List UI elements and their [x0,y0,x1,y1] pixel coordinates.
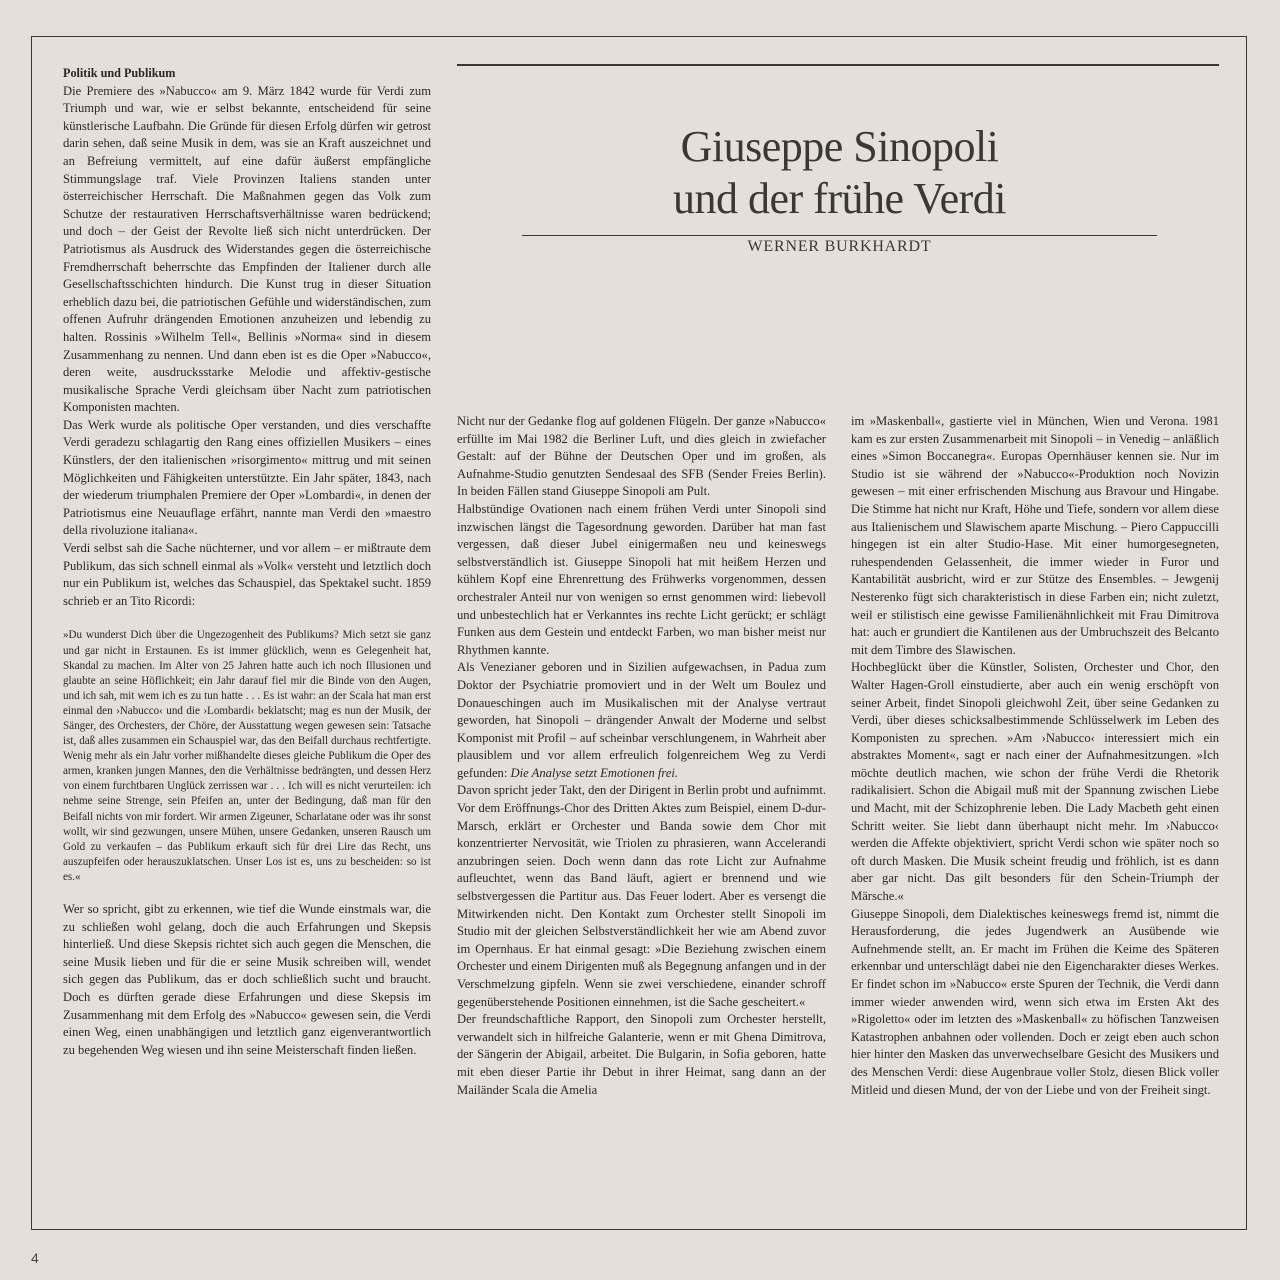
section-heading: Politik und Publikum [63,66,176,80]
title-line-2: und der frühe Verdi [672,174,1007,223]
column-left [63,65,431,1059]
title-rule [522,235,1157,236]
paragraph: Hochbeglückt über die Künstler, Solisten, Orchester und Chor, den Walter Hagen-Groll einstudierte, aber auch ein wenig erschöpft von seiner Arbeit, findet Sinopoli gleichwohl Zeit, über seine Gedanken zu Verdi, über dieses schicksalbestimmende Schlüsselwerk im Leben des Komponisten zu sprechen. »Am ›Nabucco‹ interessiert mich ein abstraktes Moment«, sagt er nach einer der Aufnahmesitzungen. »Ich möchte deutlich machen, wie schon der frühe Verdi die Rhetorik radikalisiert. Schon die Abigail muß mit der Spannung zwischen Liebe und Macht, mit der Schizophrenie leben. Die Lady Macbeth geht einen Schritt weiter. Sie liebt dann überhaupt nicht mehr. Im ›Nabucco‹ werden die Affekte objektiviert, spricht Verdi schon wie später noch so oft durch Masken. Die Musik scheint freudig und fröhlich, ist es dann aber gar nicht. Das gilt besonders für den Schein-Triumph der Märsche.« [851,660,1219,904]
column-right [851,413,1219,1099]
paragraph: Die Premiere des »Nabucco« am 9. März 1842 wurde für Verdi zum Triumph und war, wie er selbst bekannte, entscheidend für seine künstlerische Laufbahn. Die Gründe für diesen Erfolg dürfen wir getrost darin sehen, daß seine Musik in dem, was sie an Kraft auszeichnet und an Befreiung vermittelt, auf eine dafür äußerst empfängliche Stimmungslage traf. Viele Provinzen Italiens standen unter österreichischer Herrschaft. Die Maßnahmen gegen das Volk zum Schutze der restaurativen Herrschaftsverhältnisse waren bedrückend; und doch – der Geist der Revolte ließ sich nicht unterdrücken. Der Patriotismus als Ausdruck des Widerstandes gegen die österreichische Fremdherrschaft beherrschte das Empfinden der Italiener durch alle Gesellschaftsschichten hindurch. Die Kunst trug in dieser Situation erheblich dazu bei, die patriotischen Gefühle und widerständischen, zum offenen Aufruhr drängenden Emotionen anzuheizen und lebendig zu halten. Rossinis »Wilhelm Tell«, Bellinis »Norma« sind in diesem Zusammenhang zu nennen. Und dann eben ist es die Oper »Nabucco«, deren weite, ausdrucksstarke Melodie und affektiv-gestische musikalische Sprache Verdi gleichsam über Nacht zum patriotischen Komponisten machten. [63,83,431,415]
paragraph: Verdi selbst sah die Sache nüchterner, und vor allem – er mißtraute dem Publikum, das sich schnell einmal als »Volk« versteht und letztlich doch nur ein Publikum ist, welches das Schauspiel, das Spektakel sucht. 1859 schrieb er an Tito Ricordi: [63,541,431,608]
paragraph: Halbstündige Ovationen nach einem frühen Verdi unter Sinopoli sind inzwischen längst die Tagesordnung geworden. Darüber hat man fast vergessen, daß dieser Jubel einigermaßen neu und keineswegs selbstverständlich ist. Giuseppe Sinopoli hat mit heißem Herzen und kühlem Kopf eine Ehrenrettung des Frühwerks vorgenommen, dessen orchestraler Anteil nur von wenigen so ernst genommen wird: liebevoll und unbestechlich hat er Verkanntes ins rechte Licht gerückt; er schlägt Funken aus dem Gestein und entdeckt Farben, wo man bisher meist nur Rhythmen kannte. [457,501,826,657]
paragraph-text: Als Venezianer geboren und in Sizilien aufgewachsen, in Padua zum Doktor der Psychiatrie promoviert und in der Welt um Boulez und Donaueschingen auch im Musikalischen mit der Analyse vertraut geworden, hat Sinopoli – drängender Anwalt der Moderne und selbst Komponist mit Profil – auf scheinbar verschlungenem, in Wahrheit aber plausiblem und vor allem erfreulich folgenreichem Weg zu Verdi gefunden: [457,660,826,780]
paragraph: Giuseppe Sinopoli, dem Dialektisches keineswegs fremd ist, nimmt die Herausforderung, die jedes Jugendwerk an Ausübende wie Aufnehmende stellt, an. Er macht im Frühen die Keime des Späteren erkennbar und unterschlägt dabei nie den Eigencharakter dieses Werkes. Er findet schon im »Nabucco« erste Spuren der Technik, die Verdi dann immer wieder anwenden wird, wenn sich etwa im Ersten Akt des »Rigoletto« oder im letzten des »Maskenball« zu höfischen Tanzweisen Katastrophen anbahnen oder vollenden. Doch er zeigt eben auch schon hier hinter den Masken das unverwechselbare Gesicht des Musikers und des Menschen Verdi: diese Augenbraue voller Stolz, diesen Blick voller Mitleid und diesen Mund, der von der Liebe und von der Freiheit singt. [851,906,1219,1097]
paragraph: Das Werk wurde als politische Oper verstanden, und dies verschaffte Verdi geradezu schlagartig den Rang eines offiziellen Musikers – eines Künstlers, der den italienischen »risorgimento« mittrug und mit seinen Möglichkeiten und Fähigkeiten unterstützte. Ein Jahr später, 1843, nach der wiederum triumphalen Premiere der Oper »Lombardi«, in denen der Patriotismus eine Neuauflage erfährt, nannte man Verdi den »maestro della rivoluzione italiana«. [63,417,431,538]
paragraph [457,659,826,782]
page-number: 4 [31,1250,39,1266]
italic-phrase: Die Analyse setzt Emotionen frei. [510,765,679,780]
author-name: WERNER BURKHARDT [747,238,932,255]
paragraph: Nicht nur der Gedanke flog auf goldenen Flügeln. Der ganze »Nabucco« erfüllte im Mai 1982 die Berliner Luft, und dies gleich in zwiefacher Gestalt: auf der Bühne der Deutschen Oper und im großen, als Aufnahme-Studio genutzten Sendesaal des SFB (Sender Freies Berlin). In beiden Fällen stand Giuseppe Sinopoli am Pult. [457,414,826,499]
top-rule [457,64,1219,66]
paragraph: Wer so spricht, gibt zu erkennen, wie tief die Wunde einstmals war, die zu schließen wohl gelang, doch die auch Erfahrungen und Skepsis hinterließ. Und diese Skepsis richtet sich auch gegen die Menschen, die seine Musik lieben und für die er seine Musik schreiben will, wendet sich gegen das Publikum, das er doch schließlich sucht und braucht. Doch es dürften gerade diese Erfahrungen und diese Skepsis im Zusammenhang mit dem Erfolg des »Nabucco« gewesen sein, die Verdi einen Weg, einen unabhängigen und letztlich ganz eigenverantwortlich zu begehenden Weg wiesen und ihn seine Meisterschaft finden ließen. [63,902,431,1057]
paragraph: im »Maskenball«, gastierte viel in München, Wien und Verona. 1981 kam es zur ersten Zusammenarbeit mit Sinopoli – in Venedig – anläßlich eines »Simon Boccanegra«. Europas Opernhäuser kennen sie. Nur im Studio ist sie während der »Nabucco«-Produktion noch Novizin gewesen – mit einer erfrischenden Mischung aus Bravour und Hingabe. Die Stimme hat nicht nur Kraft, Höhe und Tiefe, sondern vor allem diese aus Italienischem und Slawischem aparte Mischung. – Piero Cappuccilli hingegen ist ein alter Studio-Hase. Mit einer humorgesegneten, ruhespendenden Gelassenheit, die immer wieder in Furor und Kantabilität ausbricht, wird er zur Stütze des Ensembles. – Jewgenij Nesterenko fügt sich charakteristisch in diese Farben ein; nicht zuletzt, weil er stilistisch eine gewisse Familienähnlichkeit mit Frau Dimitrova hat: auch er grundiert die Kantilenen aus der Umbruchszeit des Belcanto mit dem Timbre des Slawischen. [851,414,1219,657]
title-line-1: Giuseppe Sinopoli [680,122,999,171]
column-middle [457,413,826,1099]
paragraph: Davon spricht jeder Takt, den der Dirigent in Berlin probt und aufnimmt. Vor dem Eröffnungs-Chor des Dritten Aktes zum Beispiel, einem D-dur-Marsch, erklärt er Orchester und Banda sowie dem Chor mit konzentrierter Nervosität, wie Triolen zu phrasieren, wann Accelerandi anzubringen seien. Doch wenn dann das rote Licht zur Aufnahme aufleuchtet, wenn das Band läuft, agiert er brennend und wie selbstvergessen die Partitur aus. Das Feuer lodert. Aber es versengt die Mitwirkenden nicht. Den Kontakt zum Orchester stellt Sinopoli im Studio mit der gleichen Selbstverständlichkeit her wie am Abend zuvor im Opernhaus. Er hat einmal gesagt: »Die Beziehung zwischen einem Orchester und einem Dirigenten muß als Begegnung anfangen und in der Verschmelzung gipfeln. Wenn sie zwei verschiedene, einander schroff gegenüberstehende Positionen einnehmen, ist die Sache gescheitert.« [457,783,826,1009]
paragraph: Der freundschaftliche Rapport, den Sinopoli zum Orchester herstellt, verwandelt sich in hilfreiche Galanterie, wenn er mit Ghena Dimitrova, der Sängerin der Abigail, arbeitet. Die Bulgarin, in Sofia geboren, hatte mit eben dieser Partie ihr Debut in ihrer Heimat, sang dann an der Mailänder Scala die Amelia [457,1012,826,1097]
article-title [522,121,1157,225]
block-quote: »Du wunderst Dich über die Ungezogenheit des Publikums? Mich setzt sie ganz und gar nicht in Erstaunen. Es ist immer glücklich, wenn es Gelegenheit hat, Skandal zu machen. Im Alter von 25 Jahren hatte auch ich noch Illusionen und glaubte an seine Höflichkeit; ein Jahr darauf fiel mir die Binde von den Augen, und ich sah, mit wem ich es zu tun hatte . . . Es ist wahr: an der Scala hat man erst einmal den ›Nabucco‹ und die ›Lombardi‹ beklatscht; mag es nun der Musik, der Sänger, des Orchesters, der Chöre, der Ausstattung wegen gewesen sein: Tatsache ist, daß alles zusammen ein Schauspiel war, das den Beifall durchaus rechtfertigte. Wenig mehr als ein Jahr vorher mißhandelte dieses gleiche Publikum die Oper des armen, kranken jungen Mannes, den die Verhältnisse bedrängten, und dessen Herz von einem furchtbaren Unglück zerrissen war . . . Ich will es nicht verurteilen: ich nehme seine Strenge, sein Pfeifen an, unter der Bedingung, daß man für den Beifall nichts von mir fordert. Wir armen Zigeuner, Scharlatane oder was ihr sonst wollt, wir sind gezwungen, unsere Mühen, unsere Gedanken, unseren Rausch um Gold zu verkaufen – das Publikum erkauft sich für drei Lire das Recht, uns auszupfeifen oder herauszuklatschen. Unser Los ist es, uns zu bescheiden: so ist es.« [63,629,431,883]
